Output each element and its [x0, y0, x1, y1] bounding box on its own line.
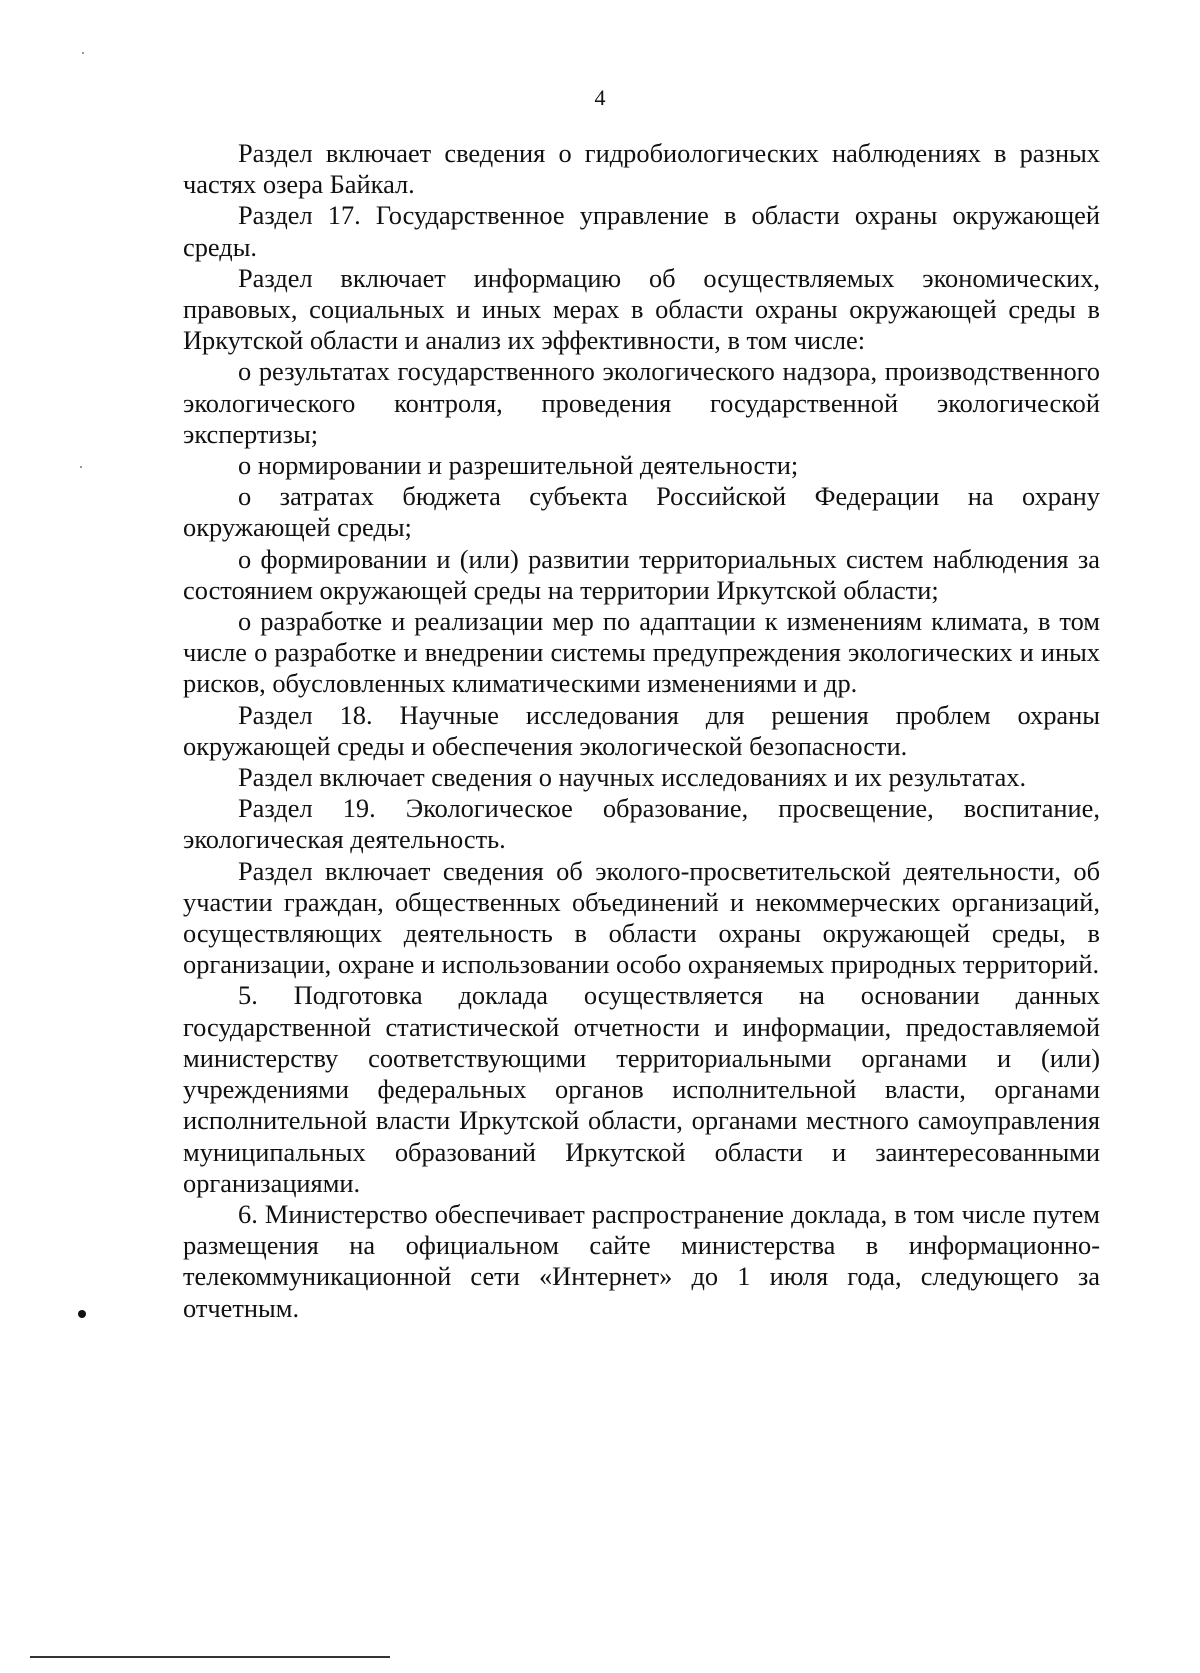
- page-number: 4: [594, 85, 606, 110]
- scan-artifact-speck: [82, 52, 84, 54]
- scan-artifact-speck: [80, 466, 82, 468]
- paragraph: Раздел 18. Научные исследования для решения проблем охраны окружающей среды и обеспечения экологической безопасности.: [183, 699, 1100, 761]
- paragraph: Раздел 19. Экологическое образование, просвещение, воспитание, экологическая деятельность.: [183, 793, 1100, 855]
- paragraph: о результатах государственного экологического надзора, производственного экологического контроля, проведения государственной экологической экспертизы;: [183, 356, 1100, 449]
- paragraph: 5. Подготовка доклада осуществляется на основании данных государственной статистической отчетности и информации, предоставляемой министерству соответствующими территориальными органами и (или) учреждениями федеральных органов исполнительной власти, органами исполнительной власти Иркутской области, органами местного самоуправления муниципальных образований Иркутской области и заинтересованными организациями.: [183, 980, 1100, 1198]
- paragraph: Раздел включает сведения о научных исследованиях и их результатах.: [238, 762, 1027, 793]
- paragraph: Раздел включает сведения об эколого-просветительской деятельности, об участии граждан, общественных объединений и некоммерческих организаций, осуществляющих деятельность в области охраны окружающей среды, в организации, охране и использовании особо охраняемых природных территорий.: [183, 855, 1100, 980]
- paragraph: Раздел включает информацию об осуществляемых экономических, правовых, социальных и иных мерах в области охраны окружающей среды в Иркутской области и анализ их эффективности, в том числе:: [183, 262, 1100, 356]
- paragraph: о нормировании и разрешительной деятельности;: [238, 450, 799, 481]
- paragraph: Раздел включает сведения о гидробиологических наблюдениях в разных частях озера Байкал.: [183, 138, 1100, 200]
- paragraph: о формировании и (или) развитии территориальных систем наблюдения за состоянием окружающей среды на территории Иркутской области;: [183, 543, 1100, 605]
- footer-rule: [30, 1656, 390, 1658]
- scan-artifact-dot: [78, 1310, 86, 1318]
- document-body: [183, 138, 1100, 1324]
- paragraph: Раздел 17. Государственное управление в области охраны окружающей среды.: [183, 200, 1100, 262]
- paragraph: о разработке и реализации мер по адаптации к изменениям климата, в том числе о разработке и внедрении системы предупреждения экологических и иных рисков, обусловленных климатическими изменениями и др.: [183, 606, 1100, 699]
- paragraph: 6. Министерство обеспечивает распространение доклада, в том числе путем размещения на официальном сайте министерства в информационно-телекоммуникационной сети «Интернет» до 1 июля года, следующего за отчетным.: [183, 1198, 1100, 1323]
- paragraph: о затратах бюджета субъекта Российской Федерации на охрану окружающей среды;: [183, 481, 1100, 543]
